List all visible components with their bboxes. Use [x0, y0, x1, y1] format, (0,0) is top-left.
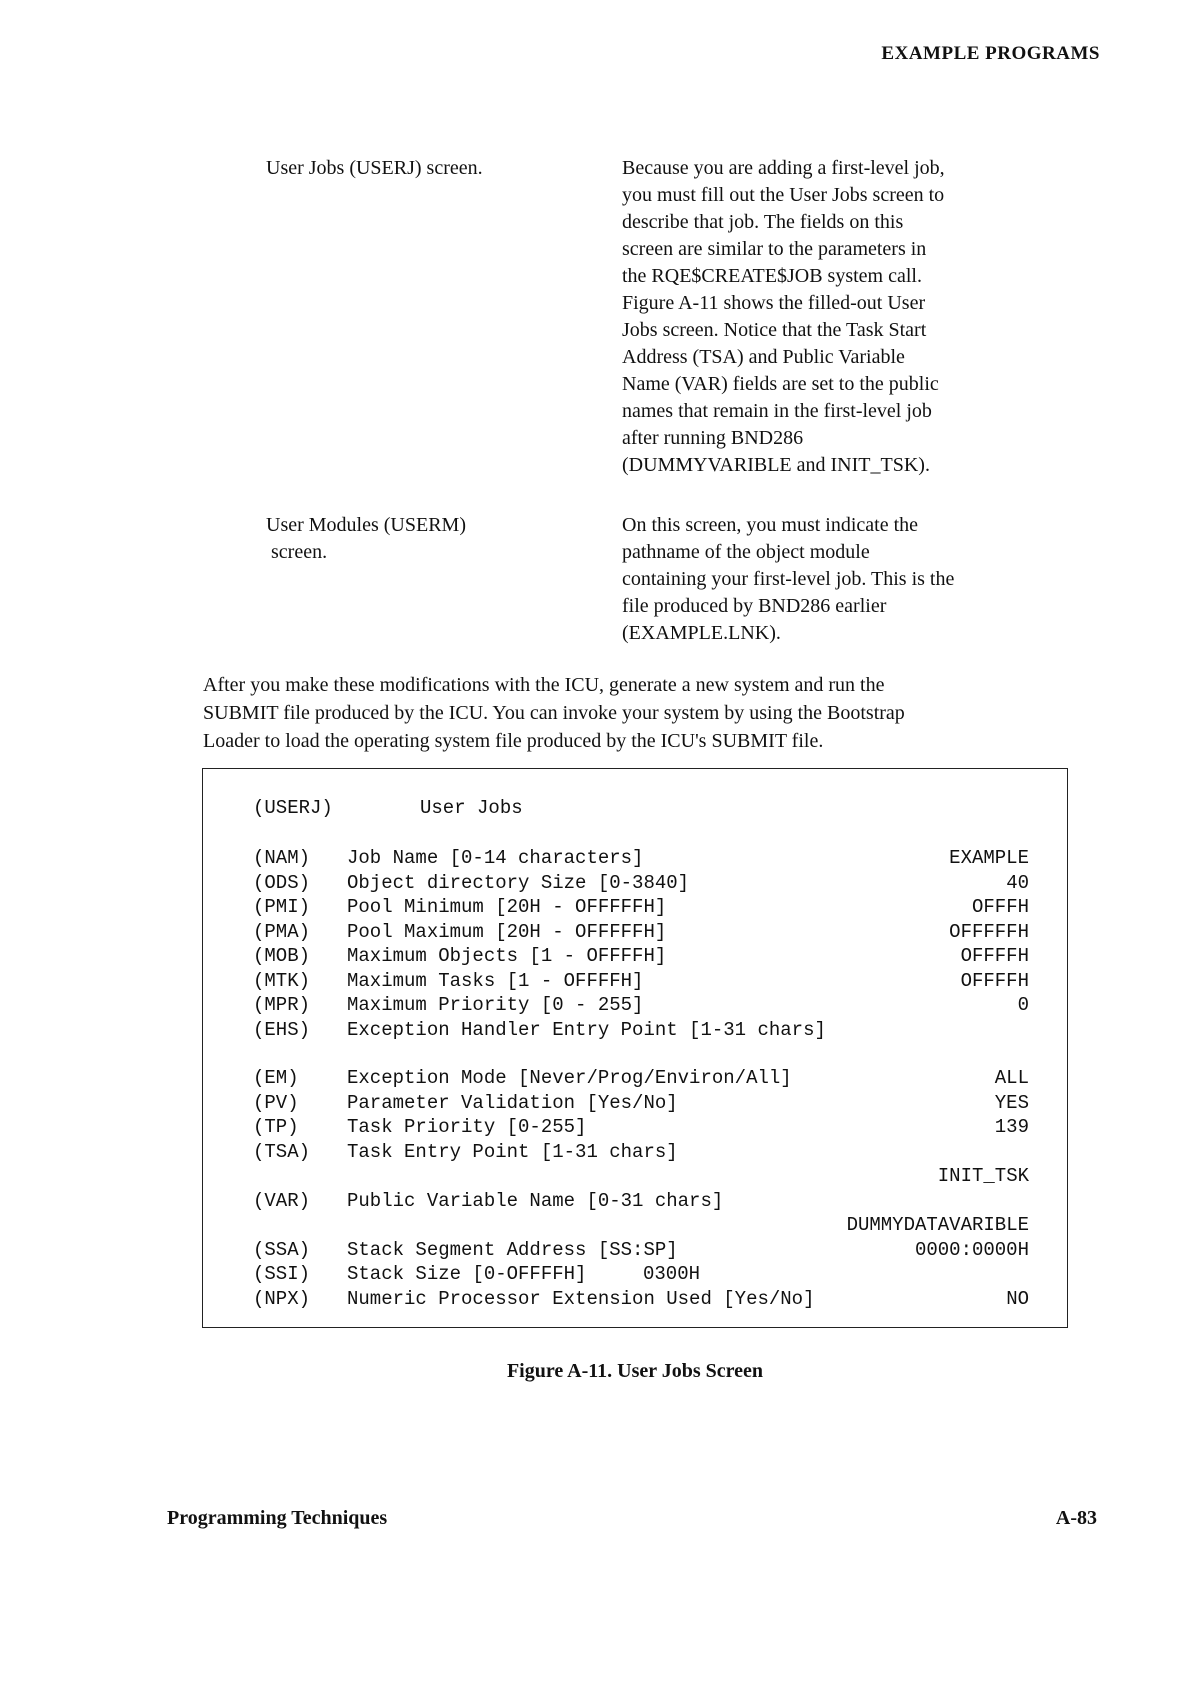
field-value: INIT_TSK	[937, 1165, 1029, 1187]
desc-line: pathname of the object module	[622, 541, 870, 563]
term-line: User Modules (USERM)	[266, 514, 466, 536]
definition-term	[266, 155, 622, 479]
footer-chapter-title: Programming Techniques	[167, 1507, 388, 1529]
field-value: EXAMPLE	[949, 847, 1029, 869]
running-header: EXAMPLE PROGRAMS	[881, 43, 1100, 64]
desc-line: Jobs screen. Notice that the Task Start	[622, 319, 927, 341]
field-row-npx	[253, 1287, 1029, 1312]
field-label: Maximum Objects [1 - OFFFFH]	[347, 945, 667, 967]
desc-line: screen are similar to the parameters in	[622, 238, 927, 260]
screen-fields	[253, 846, 1029, 1311]
term-line: screen.	[266, 541, 328, 563]
field-label: Pool Minimum [20H - OFFFFFH]	[347, 896, 667, 918]
field-value: 0000:0000H	[914, 1238, 1029, 1261]
desc-line: file produced by BND286 earlier	[622, 595, 887, 617]
field-value: DUMMYDATAVARIBLE	[846, 1214, 1029, 1236]
term-line: User Jobs (USERJ) screen.	[266, 157, 483, 179]
field-code: (VAR)	[253, 1189, 311, 1212]
desc-line: On this screen, you must indicate the	[622, 514, 919, 536]
definition-description	[622, 512, 1042, 647]
field-label: Exception Mode [Never/Prog/Environ/All]	[347, 1067, 792, 1089]
field-label: Numeric Processor Extension Used [Yes/No]	[347, 1287, 815, 1310]
field-row-ssi	[253, 1262, 1029, 1287]
field-row-em	[253, 1066, 1029, 1091]
field-label: Stack Segment Address [SS:SP]	[347, 1238, 678, 1261]
field-row-var	[253, 1189, 1029, 1214]
field-row-tp	[253, 1115, 1029, 1140]
field-code: (ODS)	[253, 871, 311, 894]
field-code: (PMA)	[253, 920, 311, 943]
field-code: (TSA)	[253, 1140, 311, 1163]
field-row-ods	[253, 871, 1029, 896]
field-code: (MPR)	[253, 994, 311, 1016]
field-value: 0300H	[643, 1263, 701, 1285]
desc-line: describe that job. The fields on this	[622, 211, 904, 233]
screen-title-text: User Jobs	[420, 797, 523, 819]
field-code: (EM)	[253, 1067, 299, 1089]
field-label: Public Variable Name [0-31 chars]	[347, 1189, 724, 1212]
field-row-nam	[253, 846, 1029, 871]
paragraph-line: After you make these modifications with the ICU, generate a new system and run the	[203, 674, 885, 696]
field-row-pmi	[253, 895, 1029, 920]
field-code: (NAM)	[253, 847, 311, 869]
definition-description	[622, 155, 1042, 479]
field-row-mtk	[253, 969, 1029, 994]
field-code: (MOB)	[253, 945, 311, 967]
field-value-row-tsa	[253, 1164, 1029, 1189]
definition-item-userj	[266, 155, 1076, 479]
field-value: ALL	[994, 1067, 1029, 1089]
screen-title	[253, 797, 523, 819]
field-row-tsa	[253, 1140, 1029, 1165]
field-value: OFFFH	[971, 896, 1029, 918]
field-code: (MTK)	[253, 969, 311, 992]
field-row-ssa	[253, 1238, 1029, 1263]
field-code: (TP)	[253, 1116, 299, 1138]
field-value: 139	[994, 1116, 1029, 1138]
desc-line: you must fill out the User Jobs screen to	[622, 184, 945, 206]
field-label: Task Entry Point [1-31 chars]	[347, 1140, 678, 1163]
paragraph-line: Loader to load the operating system file produced by the ICU's SUBMIT file.	[203, 730, 824, 752]
field-label: Exception Handler Entry Point [1-31 chars]	[347, 1018, 826, 1041]
field-row-pma	[253, 920, 1029, 945]
field-label: Object directory Size [0-3840]	[347, 871, 690, 894]
field-code: (PV)	[253, 1091, 299, 1114]
field-code: (NPX)	[253, 1287, 311, 1310]
desc-line: Because you are adding a first-level job,	[622, 157, 945, 179]
field-label: Parameter Validation [Yes/No]	[347, 1091, 678, 1114]
field-row-mpr	[253, 993, 1029, 1018]
desc-line: the RQE$CREATE$JOB system call.	[622, 265, 922, 287]
field-value: 0	[1017, 994, 1029, 1016]
field-label: Maximum Tasks [1 - OFFFFH]	[347, 969, 644, 992]
field-label: Stack Size [0-OFFFFH]	[347, 1263, 587, 1285]
desc-line: (DUMMYVARIBLE and INIT_TSK).	[622, 454, 930, 476]
field-value: OFFFFFH	[949, 920, 1029, 943]
desc-line: names that remain in the first-level job	[622, 400, 932, 422]
definition-item-userm	[266, 512, 1076, 647]
field-code: (SSA)	[253, 1238, 311, 1261]
field-code: (PMI)	[253, 896, 311, 918]
desc-line: after running BND286	[622, 427, 804, 449]
field-row-mob	[253, 944, 1029, 969]
field-label: Job Name [0-14 characters]	[347, 847, 644, 869]
field-value: NO	[1006, 1287, 1029, 1310]
field-row-ehs	[253, 1018, 1029, 1043]
field-value: OFFFFH	[960, 945, 1029, 967]
desc-line: (EXAMPLE.LNK).	[622, 622, 781, 644]
field-value-row-var	[253, 1213, 1029, 1238]
field-value: 40	[1006, 871, 1029, 894]
desc-line: Figure A-11 shows the filled-out User	[622, 292, 926, 314]
field-row-pv	[253, 1091, 1029, 1116]
field-value: OFFFFH	[960, 969, 1029, 992]
paragraph-line: SUBMIT file produced by the ICU. You can invoke your system by using the Bootstrap	[203, 702, 905, 724]
field-label: Task Priority [0-255]	[347, 1116, 587, 1138]
user-jobs-screen-figure	[202, 768, 1068, 1328]
field-label: Maximum Priority [0 - 255]	[347, 994, 644, 1016]
footer-page-number: A-83	[1055, 1507, 1097, 1529]
field-code: (EHS)	[253, 1018, 311, 1041]
desc-line: containing your first-level job. This is the	[622, 568, 955, 590]
body-paragraph	[203, 671, 1083, 755]
definition-term	[266, 512, 622, 647]
desc-line: Address (TSA) and Public Variable	[622, 346, 905, 368]
screen-code: (USERJ)	[253, 797, 333, 819]
figure-caption: Figure A-11. User Jobs Screen	[506, 1360, 764, 1382]
field-code: (SSI)	[253, 1263, 311, 1285]
field-value: YES	[994, 1091, 1029, 1114]
field-label: Pool Maximum [20H - OFFFFFH]	[347, 920, 667, 943]
desc-line: Name (VAR) fields are set to the public	[622, 373, 939, 395]
